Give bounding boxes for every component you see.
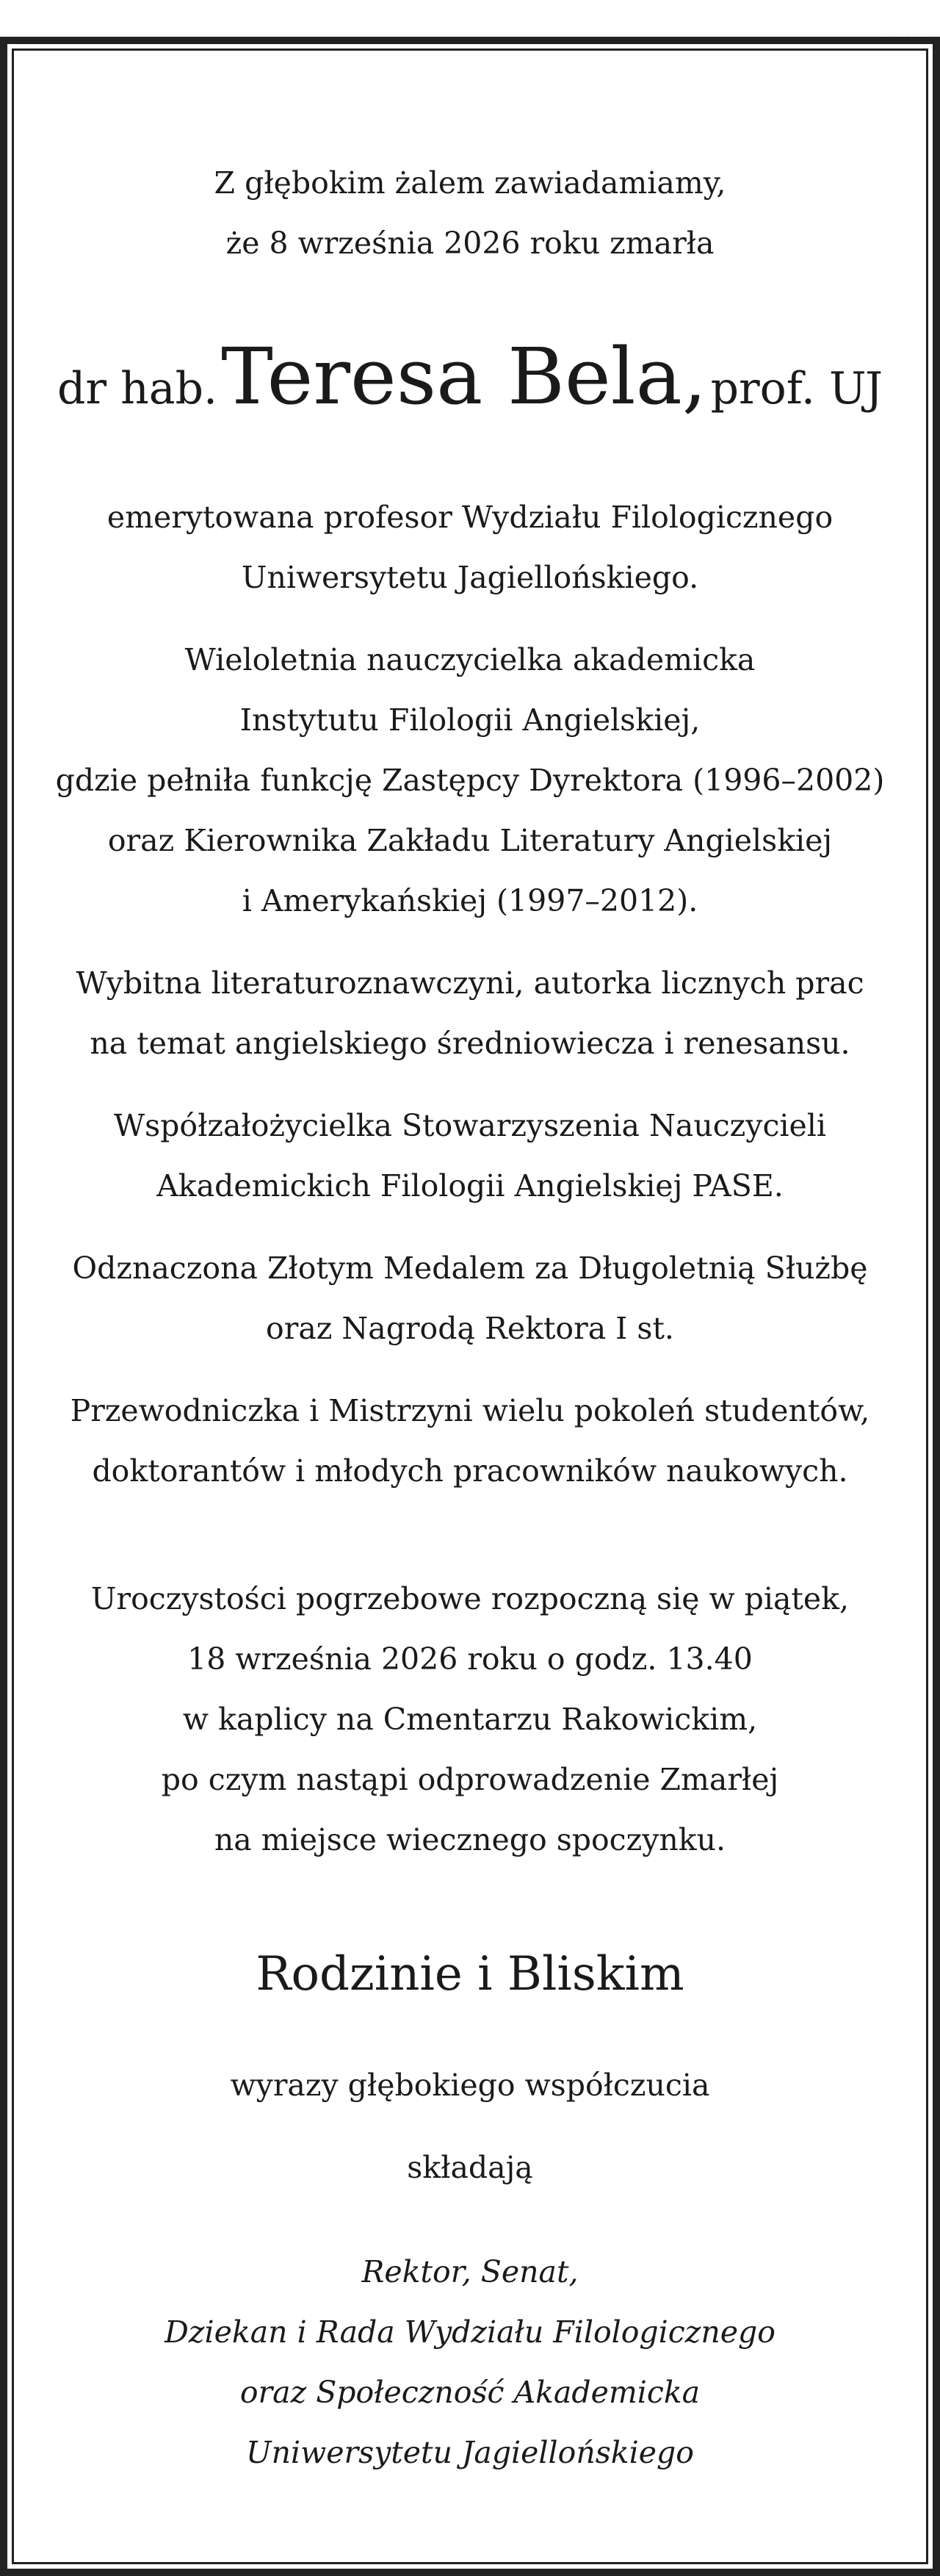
bio-line: na temat angielskiego średniowiecza i renesansu. [90,1026,850,1061]
academic-title-prefix: dr hab. [57,363,218,414]
bio-paragraph [29,1381,911,1501]
funeral-line: po czym nastąpi odprowadzenie Zmarłej [161,1762,779,1797]
intro-line: że 8 września 2026 roku zmarła [225,226,715,261]
bio-paragraph [29,487,911,608]
bio-paragraph [29,1095,911,1216]
bio-line: Przewodniczka i Mistrzyni wielu pokoleń studentów, [70,1393,870,1428]
condolences-line: wyrazy głębokiego współczucia [230,2068,710,2103]
biography [29,487,911,1501]
signer-line: Uniwersytetu Jagiellońskiego [246,2435,694,2470]
funeral-line: 18 września 2026 roku o godz. 13.40 [187,1641,753,1677]
bio-line: Uniwersytetu Jagiellońskiego. [241,560,699,595]
funeral-information [29,1569,911,1870]
bio-line: doktorantów i młodych pracowników naukowych. [92,1453,848,1489]
signer-line: Dziekan i Rada Wydziału Filologicznego [164,2314,776,2350]
funeral-line: Uroczystości pogrzebowe rozpoczną się w piątek, [90,1581,850,1616]
bio-line: Akademickich Filologii Angielskiej PASE. [156,1168,784,1204]
academic-title-suffix: prof. UJ [710,363,883,414]
bio-line: Wieloletnia nauczycielka akademicka [184,642,756,677]
signatories [29,2242,911,2483]
bio-line: Instytutu Filologii Angielskiej, [239,702,701,738]
intro-text [29,153,911,273]
obituary-notice [29,48,911,2513]
bio-line: Odznaczona Złotym Medalem za Długoletnią Służbę [72,1251,868,1286]
bio-line: i Amerykańskiej (1997–2012). [242,883,698,918]
bio-line: Wybitna literaturoznawczyni, autorka licznych prac [76,965,864,1001]
deceased-name [29,322,911,455]
bio-paragraph [29,1238,911,1359]
signer-line: oraz Społeczność Akademicka [239,2375,701,2410]
bio-paragraph [29,953,911,1073]
decorative-dots: · · · · · [886,29,931,40]
bio-paragraph [29,630,911,931]
bio-line: oraz Nagrodą Rektora I st. [266,1311,674,1346]
funeral-line: na miejsce wiecznego spoczynku. [214,1822,726,1857]
condolences-line: składają [407,2150,533,2185]
full-name: Teresa Bela, [221,331,707,422]
signer-line: Rektor, Senat, [361,2254,579,2289]
funeral-line: w kaplicy na Cmentarzu Rakowickim, [182,1702,758,1737]
bio-line: emerytowana profesor Wydziału Filologicznego [106,500,834,535]
bio-line: gdzie pełniła funkcję Zastępcy Dyrektora (1996–2002) [55,763,885,798]
family-heading: Rodzinie i Bliskim [256,1947,684,2001]
bio-line: Współzałożycielka Stowarzyszenia Nauczycieli [113,1108,827,1143]
intro-line: Z głębokim żalem zawiadamiamy, [214,165,726,201]
bio-line: oraz Kierownika Zakładu Literatury Angielskiej [107,823,833,858]
